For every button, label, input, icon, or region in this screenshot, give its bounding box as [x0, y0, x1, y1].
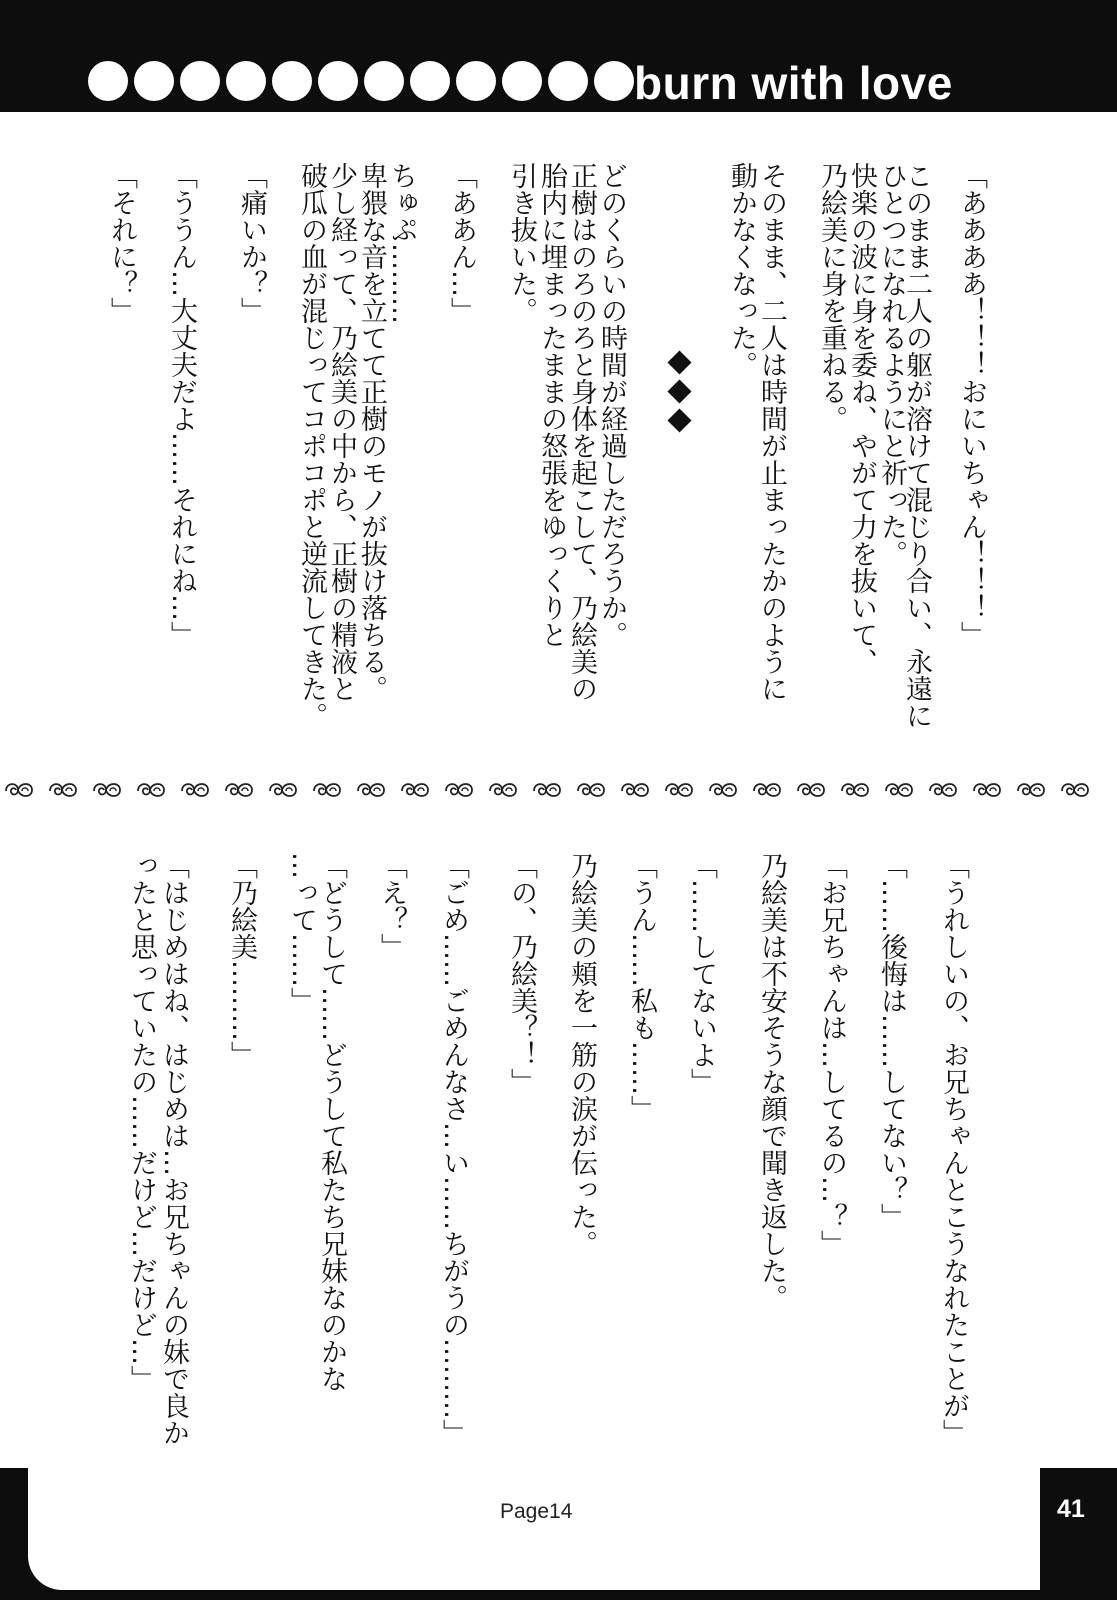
dot-ornament — [272, 61, 312, 101]
text-column: 胎内に埋まったままの怒張をゆっくりと — [536, 162, 567, 648]
text-column: 「ううん…大丈夫だよ……それにね…」 — [166, 162, 197, 648]
text-column: 乃絵美の頬を一筋の涙が伝った。 — [566, 852, 597, 1257]
footer-panel — [28, 1468, 1040, 1590]
text-column: 「はじめはね、はじめは…お兄ちゃんの妹で良か — [158, 852, 189, 1446]
text-column: 「うん……私も……」 — [626, 852, 657, 1122]
text-column: 少し経って、乃絵美の中から、正樹の精液と — [326, 162, 357, 702]
page-label: Page14 — [500, 1500, 573, 1523]
header-dots — [88, 61, 634, 109]
text-column: 「うれしいの、お兄ちゃんとこうなれたことが」 — [938, 852, 969, 1446]
text-column: 「それに？」 — [106, 162, 137, 324]
text-column: 乃絵美は不安そうな顔で聞き返した。 — [756, 852, 787, 1311]
diamond-icon — [667, 350, 691, 374]
text-column: 「どうして……どうして私たち兄妹なのかな — [316, 852, 347, 1392]
page-number: 41 — [1057, 1495, 1085, 1523]
text-column: 「お兄ちゃんは…してるの…？」 — [816, 852, 847, 1257]
text-column: ひとつになれるようにと祈った。 — [876, 162, 907, 567]
dot-ornament — [502, 61, 542, 101]
header-bar — [0, 0, 1117, 112]
text-column: 快楽の波に身を委ね、やがて力を抜いて、 — [846, 162, 877, 675]
text-column: 破瓜の血が混じってコポコポと逆流してきた。 — [296, 162, 327, 729]
header-title: burn with love — [634, 57, 953, 109]
text-column: 「痛いか？」 — [236, 162, 267, 324]
dot-ornament — [456, 61, 496, 101]
text-column: 「……してないよ」 — [686, 852, 717, 1095]
text-column: 「の、乃絵美？！」 — [506, 852, 537, 1095]
text-column: 「え？」 — [376, 852, 407, 960]
diamond-icon — [667, 379, 691, 403]
text-column: 動かなくなった。 — [726, 162, 757, 378]
text-column: 正樹はのろのろと身体を起こして、乃絵美の — [566, 162, 597, 702]
text-column: ったと思っていたの……だけど…だけど…」 — [126, 852, 157, 1392]
text-column: ちゅぷ……… — [386, 162, 417, 324]
dot-ornament — [364, 61, 404, 101]
dot-ornament — [318, 61, 358, 101]
section-break-diamonds — [666, 350, 692, 433]
text-column: どのくらいの時間が経過しただろうか。 — [596, 162, 627, 648]
text-column: 引き抜いた。 — [506, 162, 537, 324]
dot-ornament — [88, 61, 128, 101]
text-column: …って……」 — [286, 852, 317, 1014]
text-column: 「……後悔は……してない？」 — [876, 852, 907, 1230]
dot-ornament — [548, 61, 588, 101]
text-column: 卑猥な音を立てて正樹のモノが抜け落ちる。 — [356, 162, 387, 702]
scroll-ornament-divider — [0, 778, 1117, 804]
text-column: 乃絵美に身を重ねる。 — [816, 162, 847, 432]
text-column: そのまま、二人は時間が止まったかのように — [756, 162, 787, 702]
text-column: 「ああん…」 — [446, 162, 477, 324]
text-column: 「ごめ……ごめんなさ…い……ちがうの………」 — [438, 852, 469, 1446]
dot-ornament — [226, 61, 266, 101]
dot-ornament — [594, 61, 634, 101]
text-column: 「ああああ！！！おにいちゃん！！！」 — [956, 162, 987, 648]
diamond-icon — [667, 408, 691, 432]
dot-ornament — [134, 61, 174, 101]
text-column: このまま二人の躯が溶けて混じり合い、永遠に — [901, 162, 932, 729]
dot-ornament — [180, 61, 220, 101]
dot-ornament — [410, 61, 450, 101]
text-column: 「乃絵美………」 — [226, 852, 257, 1068]
